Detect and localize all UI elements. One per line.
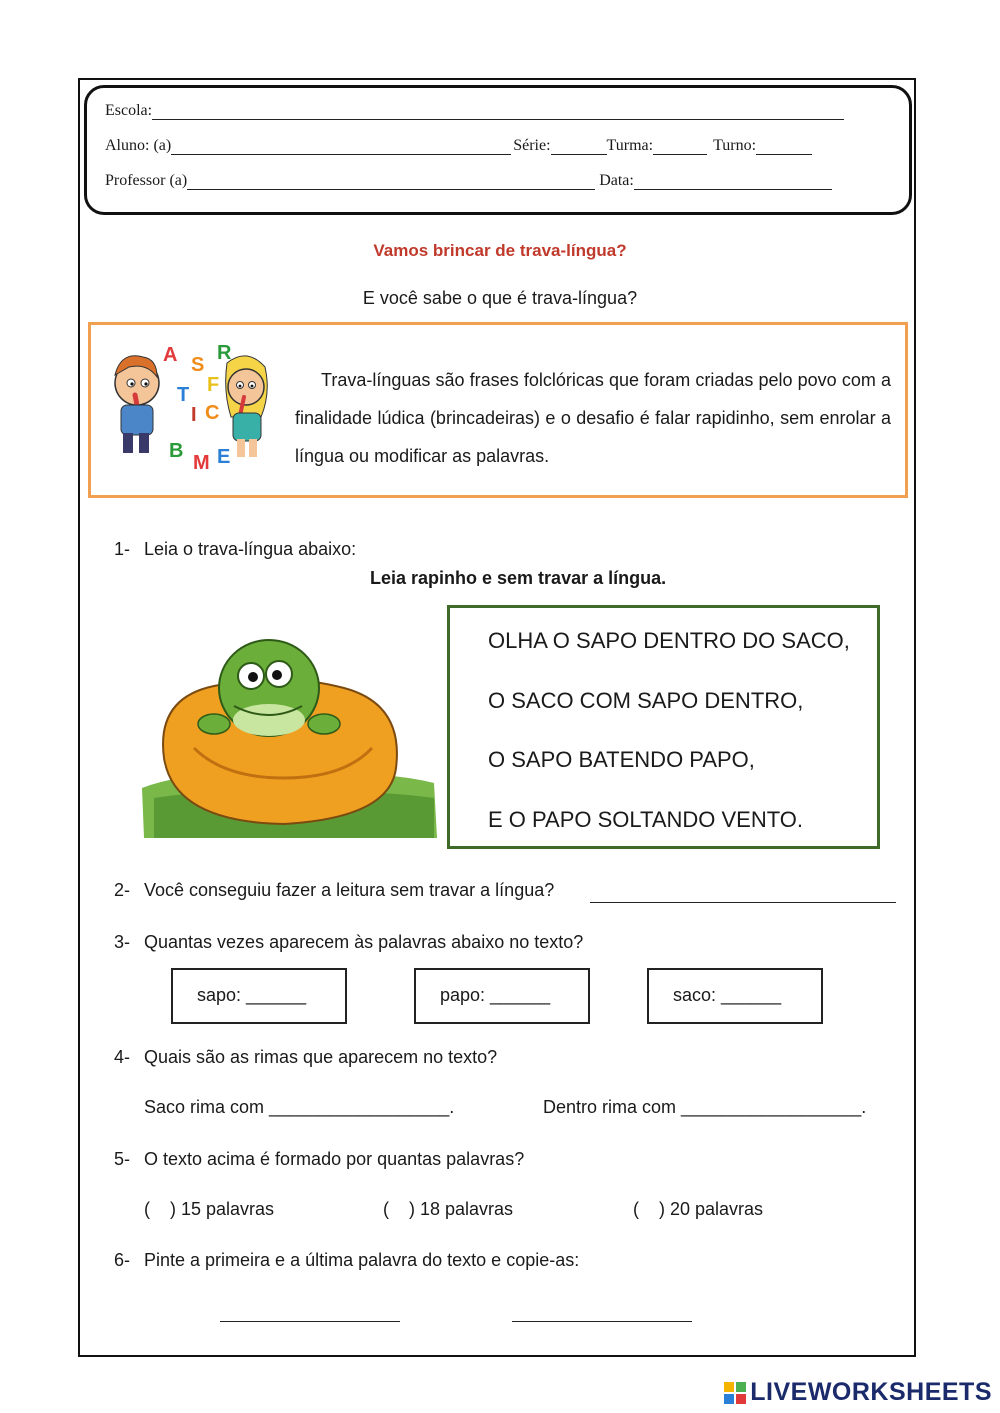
question-2-number: 2- <box>114 880 131 900</box>
serie-label: Série: <box>513 137 551 154</box>
dentro-rhyme-answer[interactable]: Dentro rima com __________________. <box>543 1097 867 1117</box>
definition-box <box>88 322 908 498</box>
aluno-label: Aluno: (a) <box>105 137 172 154</box>
letter-f: F <box>207 374 220 396</box>
question-4-text: Quais são as rimas que aparecem no texto? <box>144 1047 498 1067</box>
turma-label: Turma: <box>606 137 654 154</box>
option-20-palavras[interactable]: ( ) 20 palavras <box>633 1199 764 1219</box>
girl-figure <box>226 356 268 457</box>
frog-in-sack-illustration <box>134 628 440 844</box>
children-letters-illustration <box>99 333 279 483</box>
turno-field[interactable] <box>756 140 812 155</box>
liveworksheets-logo-text: LIVEWORKSHEETS <box>750 1378 992 1406</box>
question-3-number: 3- <box>114 932 131 952</box>
student-info-header <box>84 85 912 215</box>
question-1-number: 1- <box>114 539 131 559</box>
page-subtitle: E você sabe o que é trava-língua? <box>362 288 638 308</box>
serie-field[interactable] <box>551 140 607 155</box>
professor-label: Professor (a) <box>105 172 188 189</box>
question-6-text: Pinte a primeira e a última palavra do texto e copie-as: <box>144 1250 580 1270</box>
question-1 <box>114 539 356 560</box>
question-6 <box>114 1250 579 1271</box>
poem-line-3: O SAPO BATENDO PAPO, <box>488 747 755 772</box>
question-3-text: Quantas vezes aparecem às palavras abaixo no texto? <box>144 932 584 952</box>
escola-field[interactable] <box>152 105 844 120</box>
saco-count-box[interactable]: saco: ______ <box>647 968 823 1024</box>
letter-m: M <box>193 452 210 474</box>
question-4 <box>114 1047 497 1068</box>
last-word-answer-line[interactable] <box>512 1320 692 1322</box>
letter-c: C <box>205 402 220 424</box>
letter-t: T <box>177 384 190 406</box>
floating-letters <box>163 342 232 474</box>
aluno-field[interactable] <box>171 140 511 155</box>
question-2 <box>114 880 554 901</box>
question-5-text: O texto acima é formado por quantas palavras? <box>144 1149 525 1169</box>
letter-r: R <box>217 342 232 364</box>
escola-label: Escola: <box>105 102 153 119</box>
tongue-twister-box <box>447 605 880 849</box>
question-5 <box>114 1149 524 1170</box>
question-1-text: Leia o trava-língua abaixo: <box>144 539 357 559</box>
data-field[interactable] <box>634 175 832 190</box>
boy-figure <box>115 356 159 453</box>
papo-count-box[interactable]: papo: ______ <box>414 968 590 1024</box>
letter-b: B <box>169 440 184 462</box>
letter-e: E <box>217 446 231 468</box>
professor-row <box>105 172 832 190</box>
aluno-row <box>105 137 812 155</box>
letter-s: S <box>191 354 205 376</box>
definition-text: Trava-línguas são frases folclóricas que foram criadas pelo povo com a finalidade lúdica (brincadeiras) e o desafio é falar rapidinho, sem enrolar a língua ou modificar as palavras. <box>295 370 891 466</box>
sapo-count-box[interactable]: sapo: ______ <box>171 968 347 1024</box>
first-word-answer-line[interactable] <box>220 1320 400 1322</box>
question-3 <box>114 932 583 953</box>
liveworksheets-logo-icon <box>724 1382 746 1404</box>
data-label: Data: <box>599 172 634 189</box>
turma-field[interactable] <box>653 140 707 155</box>
question-2-answer-line[interactable] <box>590 901 896 903</box>
liveworksheets-logo <box>724 1378 992 1407</box>
saco-rhyme-answer[interactable]: Saco rima com __________________. <box>144 1097 455 1117</box>
question-4-number: 4- <box>114 1047 131 1067</box>
page-title: Vamos brincar de trava-língua? <box>373 241 627 260</box>
question-2-text: Você conseguiu fazer a leitura sem travar a língua? <box>144 880 555 900</box>
option-18-palavras[interactable]: ( ) 18 palavras <box>383 1199 514 1219</box>
letter-i: I <box>191 404 197 426</box>
question-5-number: 5- <box>114 1149 131 1169</box>
escola-row <box>105 102 844 120</box>
poem-line-4: E O PAPO SOLTANDO VENTO. <box>488 807 803 832</box>
poem-line-2: O SACO COM SAPO DENTRO, <box>488 688 804 713</box>
reading-instruction: Leia rapinho e sem travar a língua. <box>370 568 667 588</box>
professor-field[interactable] <box>187 175 595 190</box>
question-6-number: 6- <box>114 1250 131 1270</box>
turno-label: Turno: <box>713 137 757 154</box>
option-15-palavras[interactable]: ( ) 15 palavras <box>144 1199 275 1219</box>
poem-line-1: OLHA O SAPO DENTRO DO SACO, <box>488 628 850 653</box>
letter-a: A <box>163 344 178 366</box>
